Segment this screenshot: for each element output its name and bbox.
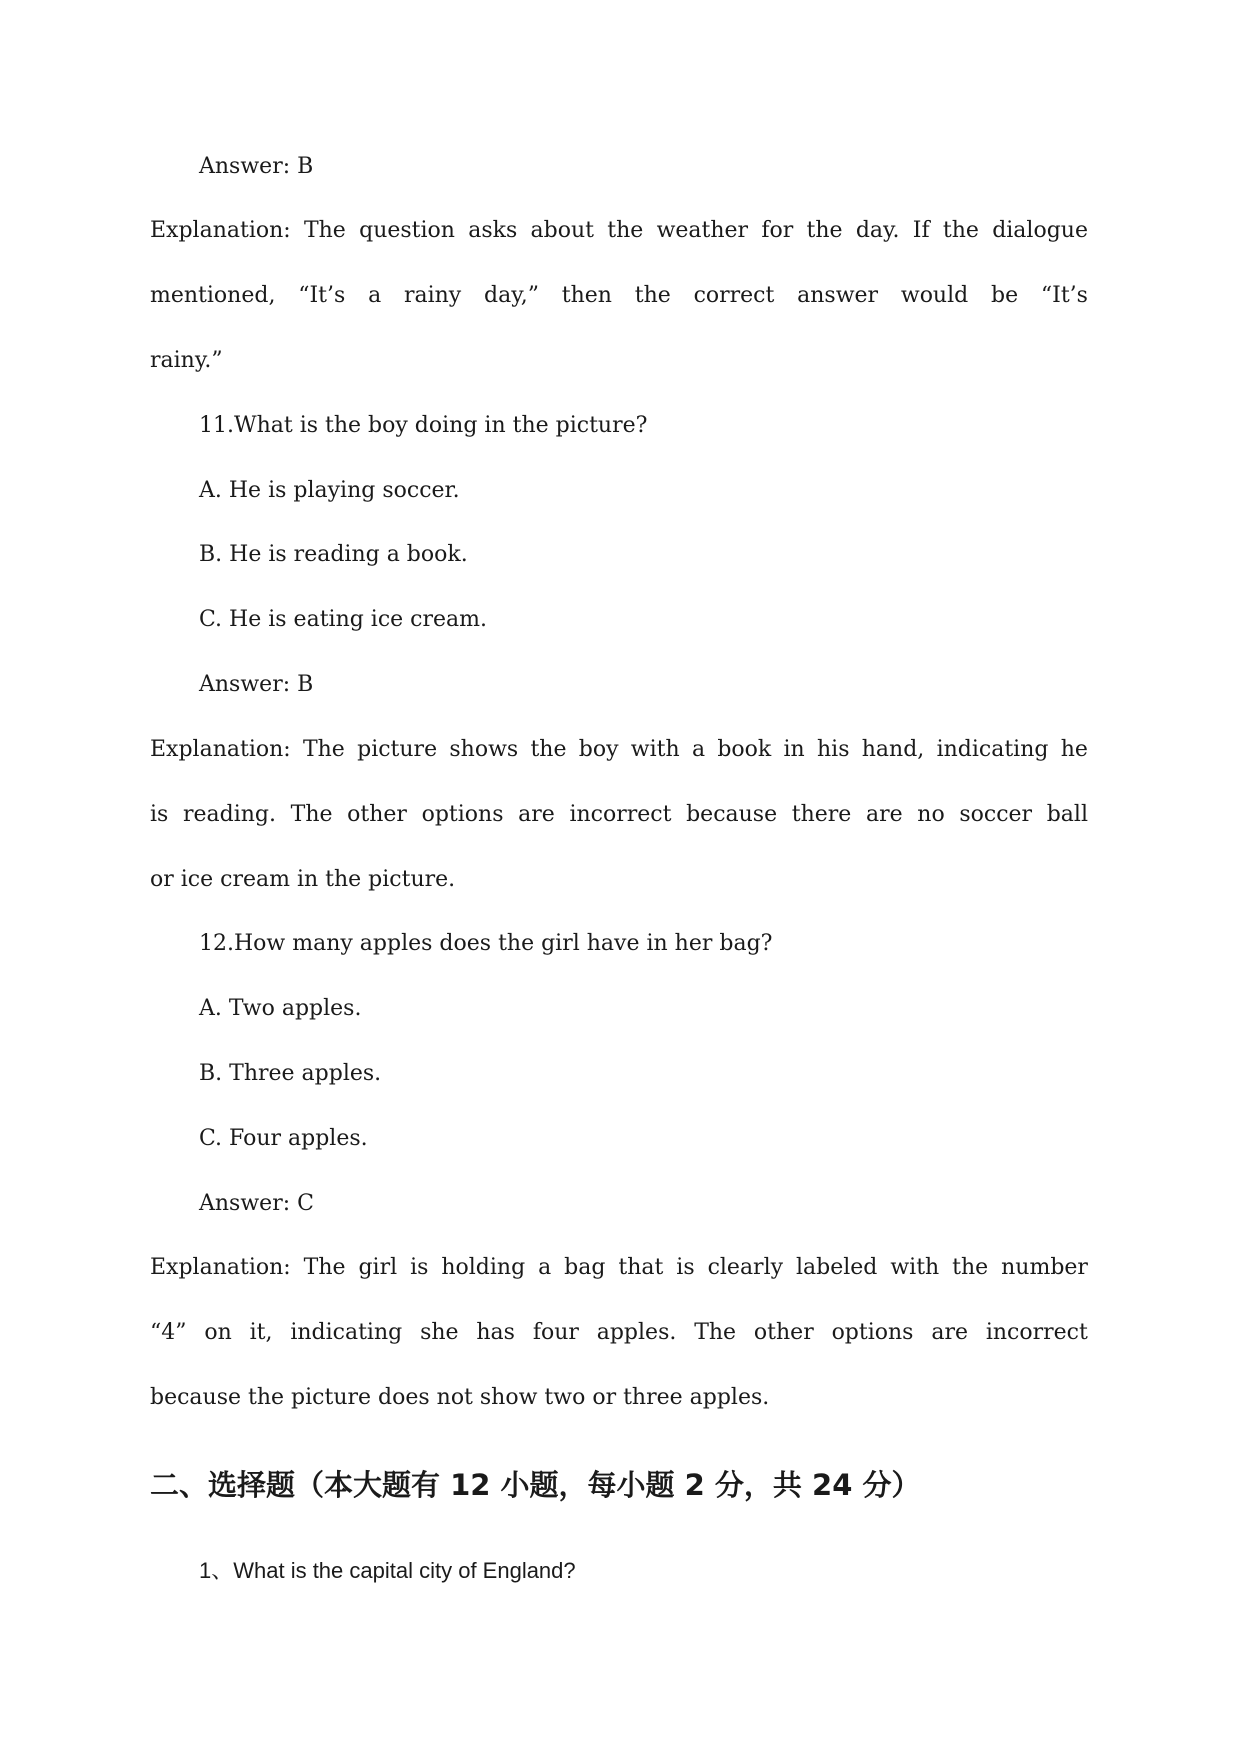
explanation-line: Explanation: The girl is holding a bag that is clearly labeled with the number [150,1255,1088,1280]
option-c: C. Four apples. [199,1126,368,1151]
explanation-line: Explanation: The question asks about the weather for the day. If the dialogue [150,218,1088,243]
question-1: 1、What is the capital city of England? [199,1558,576,1583]
explanation-line: “4” on it, indicating she has four apples. The other options are incorrect [150,1320,1088,1345]
section-heading: 二、选择题（本大题有 12 小题，每小题 2 分，共 24 分） [150,1468,921,1502]
option-b: B. He is reading a book. [199,542,468,567]
question-12: 12.How many apples does the girl have in her bag? [199,931,773,956]
explanation-line: because the picture does not show two or three apples. [150,1385,770,1410]
option-b: B. Three apples. [199,1061,382,1086]
explanation-line: Explanation: The picture shows the boy with a book in his hand, indicating he [150,737,1088,762]
explanation-line: mentioned, “It’s a rainy day,” then the correct answer would be “It’s [150,283,1088,308]
explanation-line: or ice cream in the picture. [150,867,456,892]
question-11: 11.What is the boy doing in the picture? [199,413,648,438]
answer-line: Answer: B [199,154,314,179]
option-a: A. He is playing soccer. [199,478,460,503]
answer-line: Answer: C [199,1191,314,1216]
explanation-line: rainy.” [150,348,223,373]
option-a: A. Two apples. [199,996,362,1021]
option-c: C. He is eating ice cream. [199,607,488,632]
answer-line: Answer: B [199,672,314,697]
explanation-line: is reading. The other options are incorrect because there are no soccer ball [150,802,1088,827]
